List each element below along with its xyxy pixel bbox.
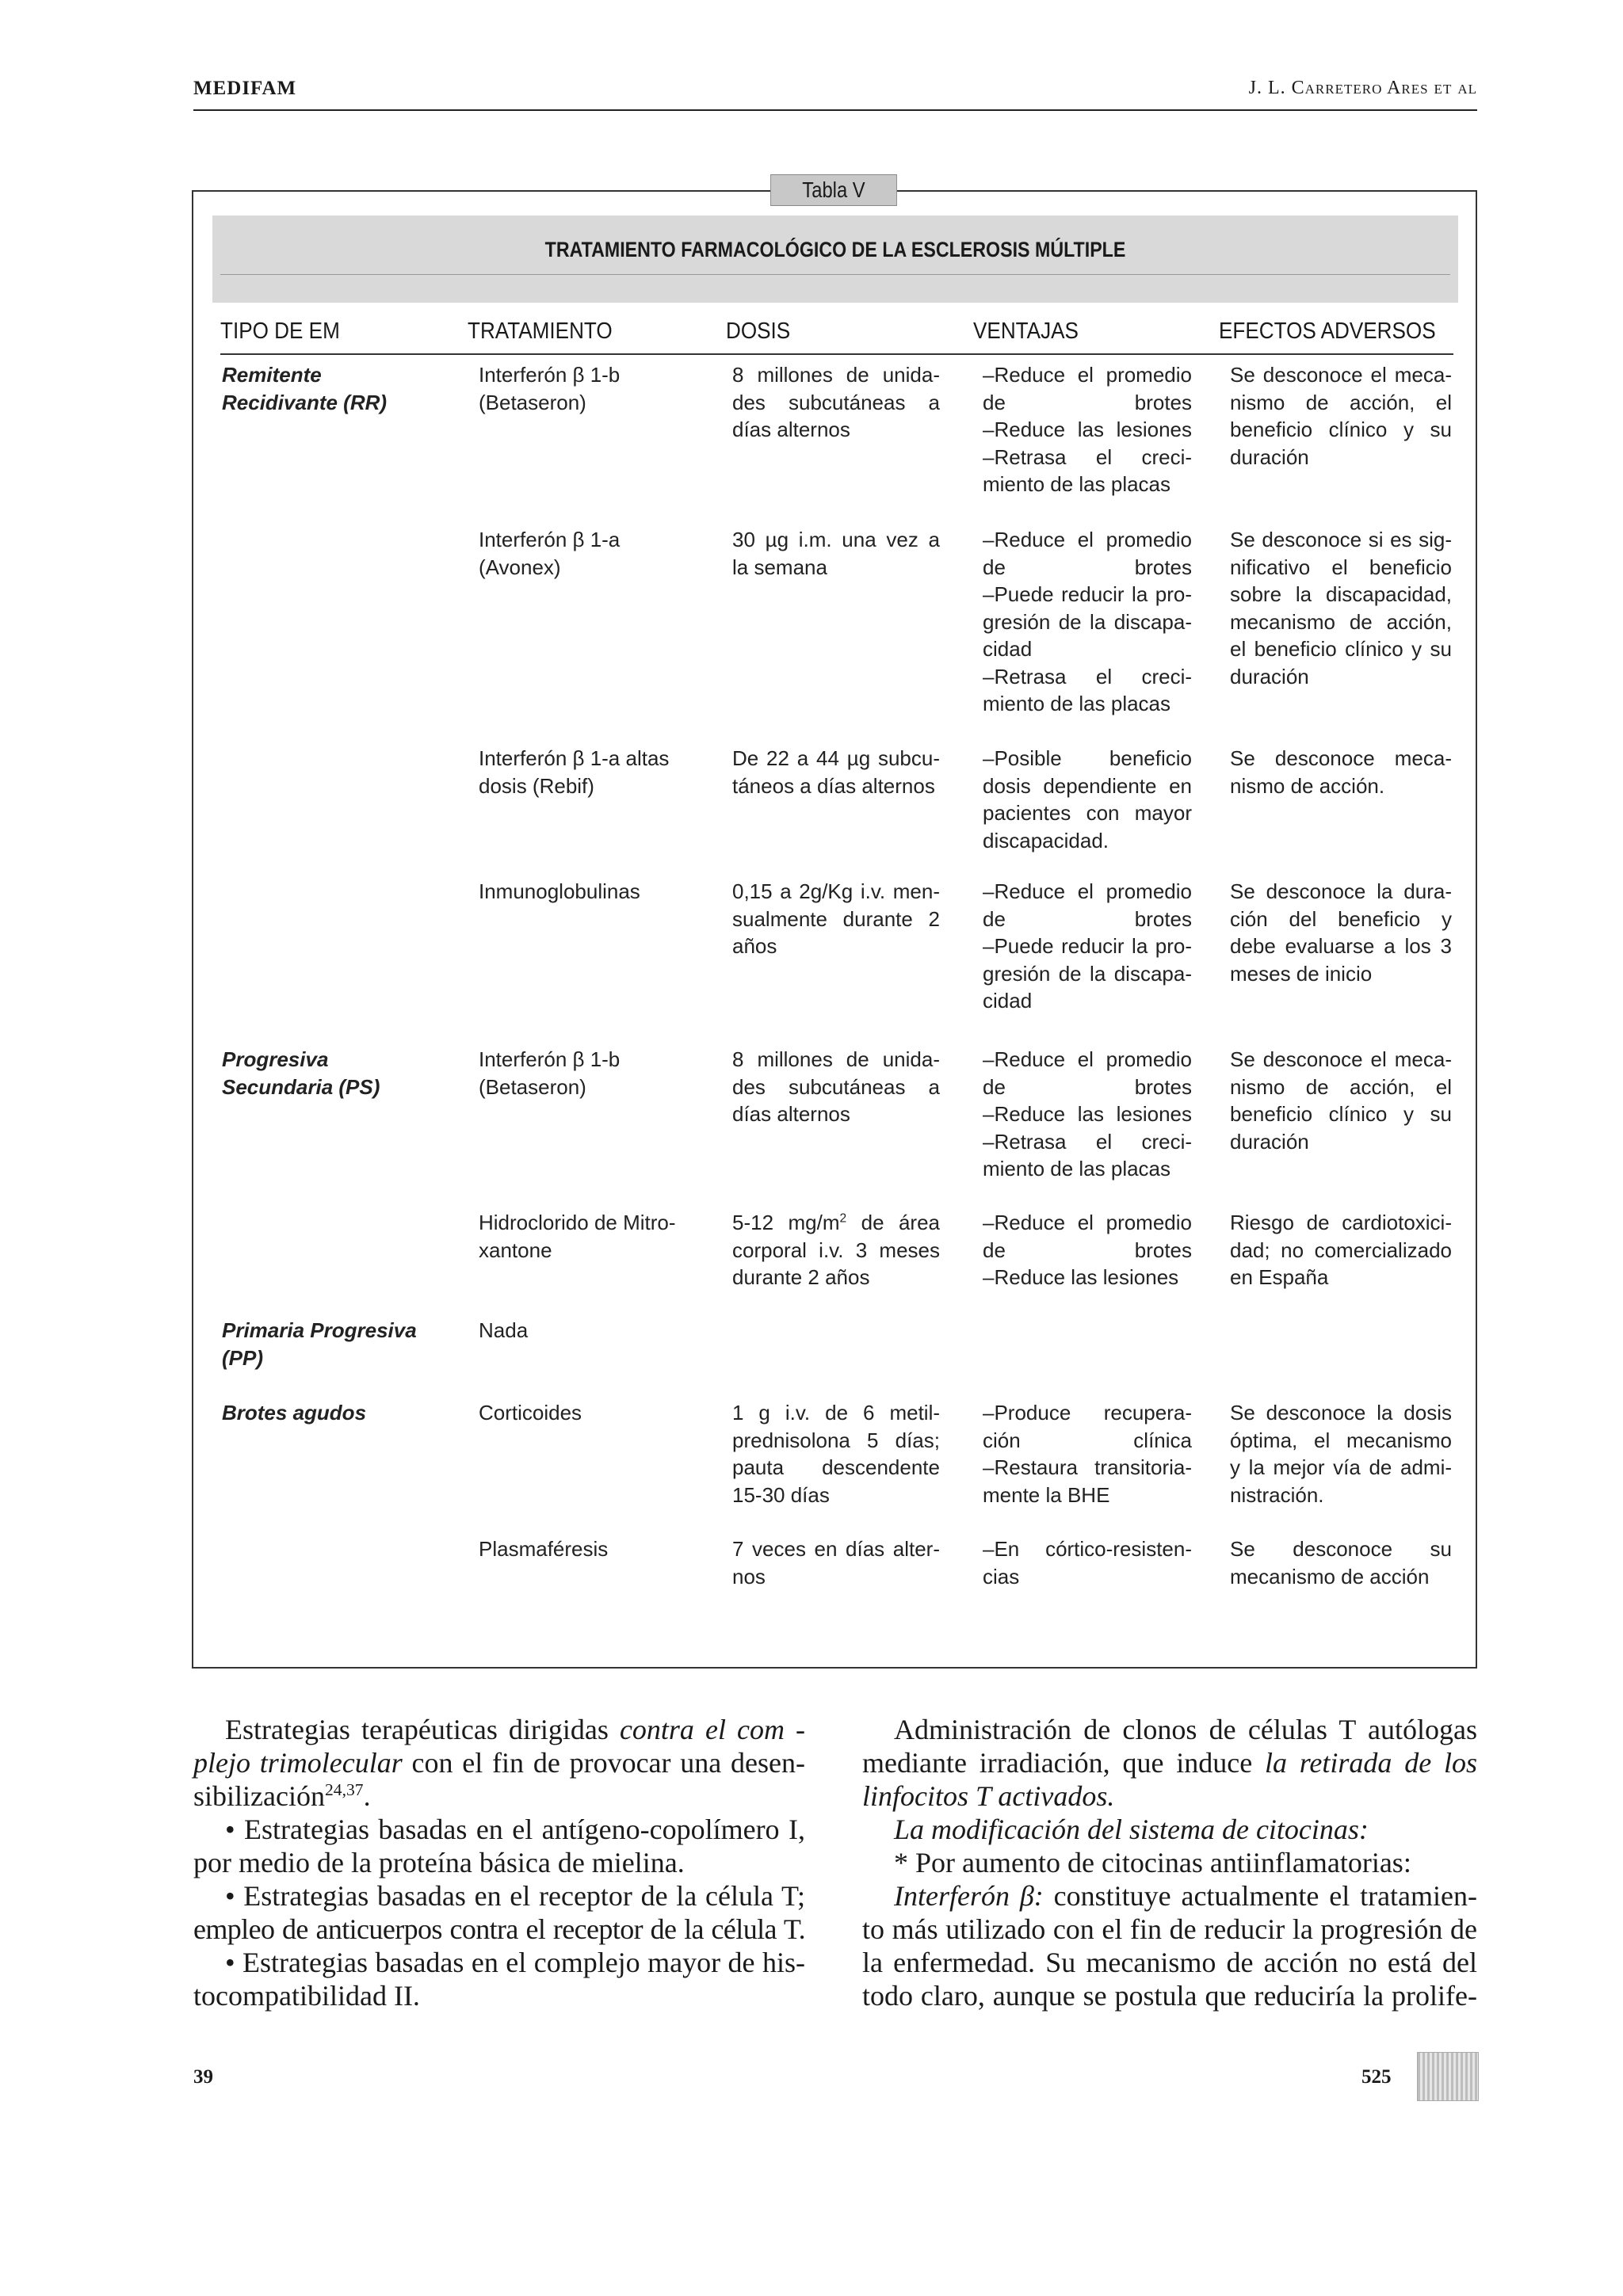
cell-tipo xyxy=(222,361,452,416)
cell-line: –Reduce las lesiones xyxy=(983,1102,1192,1126)
cell-dosis xyxy=(732,1209,940,1291)
cell-line: Se desconoce la dosis xyxy=(1230,1401,1452,1425)
cell-line: Riesgo de cardiotoxici- xyxy=(1230,1211,1452,1234)
cell-dosis xyxy=(732,878,940,960)
cell-ventajas xyxy=(983,1399,1192,1508)
col-head-dosis: DOSIS xyxy=(726,318,791,344)
cell-ventajas xyxy=(983,878,1192,1015)
col-head-tipo: TIPO DE EM xyxy=(220,318,340,344)
cell-line: –En córtico-resisten- xyxy=(983,1537,1192,1561)
journal-logo-icon xyxy=(1417,2052,1479,2101)
cell-line: –Retrasa el creci- xyxy=(983,1129,1192,1154)
text: sibilización xyxy=(193,1780,325,1812)
cell-line: Interferón β 1-b xyxy=(479,1047,621,1071)
cell-line: nos xyxy=(732,1564,766,1589)
body-column-left xyxy=(193,1713,805,2012)
header-rule xyxy=(220,353,1453,355)
cell-line: y la mejor vía de admi- xyxy=(1230,1455,1452,1479)
cell-line: años xyxy=(732,934,777,958)
table-title-band xyxy=(212,215,1458,303)
cell-tratamiento xyxy=(479,1046,693,1100)
cell-efectos xyxy=(1230,526,1452,690)
cell-efectos xyxy=(1230,1535,1452,1590)
text-italic: La modificación del sistema de citocinas: xyxy=(894,1814,1369,1845)
cell-line: miento de las placas xyxy=(983,472,1171,496)
cell-line: dosis (Rebif) xyxy=(479,773,594,798)
cell-line: Corticoides xyxy=(479,1401,582,1425)
cell-line: discapacidad. xyxy=(983,828,1109,852)
body-column-right xyxy=(862,1713,1477,2012)
text: constituye actualmente el tratamien- xyxy=(1043,1880,1478,1912)
cell-line: 1 g i.v. de 6 metil- xyxy=(732,1401,940,1425)
paragraph xyxy=(193,1713,805,1746)
bullet-line: tocompatibilidad II. xyxy=(193,1980,420,2012)
text-italic: linfocitos T activados. xyxy=(862,1780,1115,1812)
cell-line: cidad xyxy=(983,637,1033,661)
table-tag: Tabla V xyxy=(770,174,897,206)
cell-line: 0,15 a 2g/Kg i.v. men- xyxy=(732,879,940,903)
cell-line: 8 millones de unida- xyxy=(732,363,940,387)
col-head-efectos: EFECTOS ADVERSOS xyxy=(1219,318,1436,344)
text: con el fin de provocar una desen- xyxy=(402,1747,805,1779)
cell-line: Plasmaféresis xyxy=(479,1537,609,1561)
text-italic: Interferón β: xyxy=(894,1880,1044,1912)
cell-line: Se desconoce el meca- xyxy=(1230,363,1452,387)
cell-line: días alternos xyxy=(732,1102,850,1126)
cell-line: meses de inicio xyxy=(1230,961,1373,986)
cell-tipo xyxy=(222,1399,452,1427)
cell-line: durante 2 años xyxy=(732,1265,870,1289)
cell-line: de brotes xyxy=(983,1238,1192,1262)
cell-line: cidad xyxy=(983,989,1033,1013)
cell-line: mecanismo de acción xyxy=(1230,1564,1430,1589)
cell-line: dad; no comercializado xyxy=(1230,1238,1452,1262)
cell-line: Interferón β 1-a xyxy=(479,528,621,551)
cell-line: –Reduce el promedio xyxy=(983,528,1192,551)
cell-line: –Puede reducir la pro- xyxy=(983,934,1192,958)
cell-efectos xyxy=(1230,878,1452,987)
cell-line: nificativo el beneficio xyxy=(1230,555,1452,579)
cell-dosis xyxy=(732,1399,940,1508)
cell-line: táneos a días alternos xyxy=(732,773,935,798)
cell-line: Se desconoce la dura- xyxy=(1230,879,1452,903)
paragraph-line: la enfermedad. Su mecanismo de acción no está del xyxy=(862,1947,1477,1978)
paragraph-line: * Por aumento de citocinas antiinflamatorias: xyxy=(894,1847,1411,1878)
text: 5-12 mg/m xyxy=(732,1211,840,1234)
text: de área xyxy=(846,1211,941,1234)
paragraph-line xyxy=(193,1746,805,1779)
cell-line: 15-30 días xyxy=(732,1482,830,1507)
cell-line: (Avonex) xyxy=(479,555,561,579)
cell-line: Hidroclorido de Mitro- xyxy=(479,1211,676,1234)
cell-line: –Puede reducir la pro- xyxy=(983,582,1192,606)
bullet-line: • Estrategias basadas en el receptor de la célula T; xyxy=(225,1880,805,1912)
cell-tratamiento xyxy=(479,1317,693,1344)
cell-line: Inmunoglobulinas xyxy=(479,879,640,903)
cell-efectos xyxy=(1230,1399,1452,1508)
cell-ventajas xyxy=(983,1535,1192,1590)
superscript: 2 xyxy=(839,1211,847,1226)
cell-line: des subcutáneas a xyxy=(732,1074,940,1099)
cell-line: Remitente xyxy=(222,363,322,387)
cell-tratamiento xyxy=(479,526,693,581)
bullet-line: empleo de anticuerpos contra el receptor de la célula T. xyxy=(193,1913,805,1945)
cell-line: nismo de acción, el xyxy=(1230,390,1452,414)
cell-ventajas xyxy=(983,1046,1192,1183)
cell-line: Nada xyxy=(479,1318,529,1342)
cell-line: días alternos xyxy=(732,418,850,441)
cell-line: debe evaluarse a los 3 xyxy=(1230,934,1452,958)
cell-dosis xyxy=(732,361,940,444)
cell-dosis xyxy=(732,745,940,799)
cell-line: xantone xyxy=(479,1238,552,1262)
cell-line: de brotes xyxy=(983,906,1192,931)
cell-ventajas xyxy=(983,361,1192,498)
paragraph-line xyxy=(862,1779,1477,1813)
paragraph-line xyxy=(862,1746,1477,1779)
cell-line: Recidivante (RR) xyxy=(222,390,388,414)
cell-tipo xyxy=(222,1046,452,1100)
text: Estrategias terapéuticas dirigidas xyxy=(225,1714,620,1745)
cell-line: miento de las placas xyxy=(983,692,1171,715)
text: mediante irradiación, que induce xyxy=(862,1747,1265,1779)
cell-line: la semana xyxy=(732,555,827,579)
cell-line: –Reduce el promedio xyxy=(983,1211,1192,1234)
cell-line: Se desconoce si es sig- xyxy=(1230,528,1452,551)
cell-line: Se desconoce meca- xyxy=(1230,746,1452,770)
text-italic: la retirada de los xyxy=(1264,1747,1477,1779)
cell-ventajas xyxy=(983,1209,1192,1291)
cell-line: nismo de acción, el xyxy=(1230,1074,1452,1099)
cell-line: –Reduce el promedio xyxy=(983,879,1192,903)
cell-line: Primaria Progresiva xyxy=(222,1318,417,1342)
cell-dosis xyxy=(732,526,940,581)
cell-line: Progresiva xyxy=(222,1047,329,1071)
cell-line: (Betaseron) xyxy=(479,390,586,414)
cell-line: –Posible beneficio xyxy=(983,746,1192,770)
cell-line: nismo de acción. xyxy=(1230,773,1385,798)
title-rule xyxy=(220,274,1450,275)
cell-line xyxy=(732,1209,940,1237)
cell-ventajas xyxy=(983,526,1192,718)
cell-line: (PP) xyxy=(222,1345,263,1370)
cell-line: duración xyxy=(1230,664,1309,688)
cell-dosis xyxy=(732,1046,940,1128)
paragraph-line xyxy=(862,1813,1477,1846)
cell-line: en España xyxy=(1230,1265,1329,1289)
cell-line: –Restaura transitoria- xyxy=(983,1455,1192,1479)
page-number-right: 525 xyxy=(1361,2066,1392,2088)
cell-line: (Betaseron) xyxy=(479,1074,586,1099)
cell-line: beneficio clínico y su xyxy=(1230,1102,1452,1126)
cell-line: beneficio clínico y su xyxy=(1230,418,1452,441)
cell-line: Se desconoce el meca- xyxy=(1230,1047,1452,1071)
page-number-left: 39 xyxy=(193,2066,213,2088)
cell-line: sobre la discapacidad, xyxy=(1230,582,1452,606)
cell-line: ción del beneficio y xyxy=(1230,906,1452,931)
cell-line: des subcutáneas a xyxy=(732,390,940,414)
text-italic: contra el com - xyxy=(619,1714,805,1745)
cell-ventajas xyxy=(983,745,1192,854)
paragraph-line xyxy=(193,1779,805,1813)
cell-dosis xyxy=(732,1535,940,1590)
cell-line: 7 veces en días alter- xyxy=(732,1537,940,1561)
cell-line: de brotes xyxy=(983,390,1192,414)
cell-line: corporal i.v. 3 meses xyxy=(732,1238,940,1262)
cell-line: gresión de la discapa- xyxy=(983,961,1192,986)
cell-line: pauta descendente xyxy=(732,1455,940,1479)
citation: 24,37 xyxy=(324,1780,364,1799)
cell-line: gresión de la discapa- xyxy=(983,609,1192,634)
cell-line: –Reduce el promedio xyxy=(983,1047,1192,1071)
paragraph-line: Administración de clonos de células T autólogas xyxy=(894,1714,1477,1745)
cell-line: –Reduce las lesiones xyxy=(983,418,1192,441)
cell-line: dosis dependiente en xyxy=(983,773,1192,798)
cell-line: sualmente durante 2 xyxy=(732,906,940,931)
text-italic: plejo trimolecular xyxy=(193,1747,403,1779)
cell-line: pacientes con mayor xyxy=(983,801,1192,825)
bullet-line: • Estrategias basadas en el complejo mayor de his- xyxy=(225,1947,805,1978)
cell-line: –Retrasa el creci- xyxy=(983,444,1192,469)
cell-line: miento de las placas xyxy=(983,1157,1171,1180)
cell-efectos xyxy=(1230,1209,1452,1291)
cell-line: Brotes agudos xyxy=(222,1401,367,1425)
cell-efectos xyxy=(1230,361,1452,471)
cell-line: el beneficio clínico y su xyxy=(1230,637,1452,661)
cell-efectos xyxy=(1230,745,1452,799)
bullet-line: por medio de la proteína básica de mielina. xyxy=(193,1847,685,1878)
cell-tipo xyxy=(222,1317,452,1371)
cell-line: –Reduce el promedio xyxy=(983,363,1192,387)
journal-name: MEDIFAM xyxy=(193,78,297,99)
cell-line: Interferón β 1-b xyxy=(479,363,621,387)
cell-line: óptima, el mecanismo xyxy=(1230,1428,1452,1452)
page-header xyxy=(193,78,1477,111)
cell-line: duración xyxy=(1230,1129,1309,1154)
cell-tratamiento xyxy=(479,745,693,799)
authors: J. L. Carretero Ares et al xyxy=(1248,78,1477,98)
cell-line: 8 millones de unida- xyxy=(732,1047,940,1071)
cell-line: prednisolona 5 días; xyxy=(732,1428,940,1452)
cell-line: nistración. xyxy=(1230,1482,1324,1507)
cell-efectos xyxy=(1230,1046,1452,1155)
cell-line: Se desconoce su xyxy=(1230,1537,1452,1561)
cell-tratamiento xyxy=(479,878,693,906)
cell-line: –Retrasa el creci- xyxy=(983,664,1192,688)
cell-tratamiento xyxy=(479,361,693,416)
cell-line: cias xyxy=(983,1564,1020,1589)
cell-tratamiento xyxy=(479,1209,693,1264)
cell-line: duración xyxy=(1230,444,1309,469)
cell-line: De 22 a 44 µg subcu- xyxy=(732,746,940,770)
cell-line: Secundaria (PS) xyxy=(222,1074,380,1099)
cell-tratamiento xyxy=(479,1399,693,1427)
cell-line: de brotes xyxy=(983,1074,1192,1099)
cell-line: 30 µg i.m. una vez a xyxy=(732,528,940,551)
paragraph-line: todo claro, aunque se postula que reduciría la prolife- xyxy=(862,1980,1477,2012)
cell-line: –Produce recupera- xyxy=(983,1401,1192,1425)
col-head-tratamiento: TRATAMIENTO xyxy=(468,318,613,344)
cell-line: mente la BHE xyxy=(983,1482,1110,1507)
cell-line: mecanismo de acción, xyxy=(1230,609,1452,634)
cell-line: –Reduce las lesiones xyxy=(983,1265,1179,1289)
paragraph-line xyxy=(862,1879,1477,1913)
bullet-line: • Estrategias basadas en el antígeno-copolímero I, xyxy=(225,1814,805,1845)
cell-line: ción clínica xyxy=(983,1428,1192,1452)
col-head-ventajas: VENTAJAS xyxy=(973,318,1079,344)
cell-tratamiento xyxy=(479,1535,693,1563)
table-title: TRATAMIENTO FARMACOLÓGICO DE LA ESCLEROSIS MÚLTIPLE xyxy=(544,238,1126,261)
cell-line: Interferón β 1-a altas xyxy=(479,746,670,770)
cell-line: de brotes xyxy=(983,555,1192,579)
text: . xyxy=(363,1780,371,1812)
paragraph-line: to más utilizado con el fin de reducir la progresión de xyxy=(862,1913,1477,1945)
